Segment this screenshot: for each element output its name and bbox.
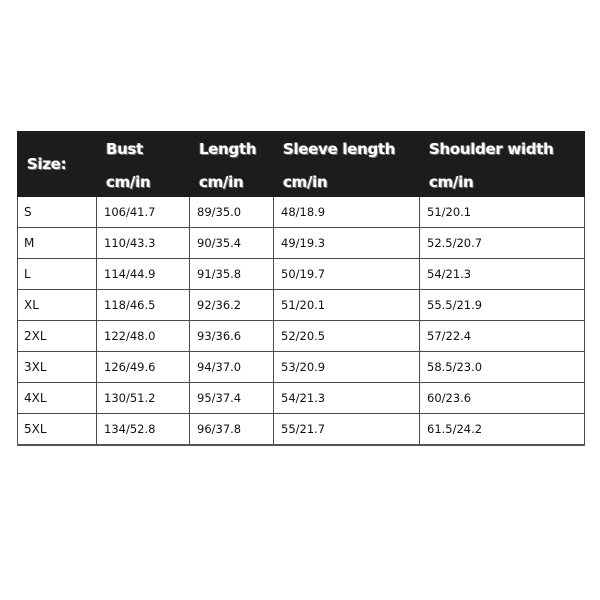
size-chart bbox=[17, 131, 584, 446]
header-row-units bbox=[18, 167, 585, 197]
sleeve-length-cell: 54/21.3 bbox=[274, 383, 420, 414]
table-row bbox=[18, 414, 585, 446]
bust-cell: 114/44.9 bbox=[97, 259, 190, 290]
table-row bbox=[18, 290, 585, 321]
length-cell: 95/37.4 bbox=[190, 383, 274, 414]
length-unit-label: cm/in bbox=[190, 167, 274, 197]
length-cell: 89/35.0 bbox=[190, 197, 274, 228]
header-row-names bbox=[18, 132, 585, 167]
size-cell: M bbox=[18, 228, 97, 259]
bust-cell: 126/49.6 bbox=[97, 352, 190, 383]
bust-cell: 134/52.8 bbox=[97, 414, 190, 446]
table-header bbox=[18, 132, 585, 197]
size-cell: 4XL bbox=[18, 383, 97, 414]
sleeve-length-cell: 55/21.7 bbox=[274, 414, 420, 446]
table-row bbox=[18, 197, 585, 228]
shoulder-width-cell: 60/23.6 bbox=[420, 383, 585, 414]
size-table bbox=[17, 131, 585, 446]
bust-cell: 130/51.2 bbox=[97, 383, 190, 414]
sleeve-length-cell: 50/19.7 bbox=[274, 259, 420, 290]
length-cell: 93/36.6 bbox=[190, 321, 274, 352]
table-body bbox=[18, 197, 585, 446]
shoulder-width-cell: 61.5/24.2 bbox=[420, 414, 585, 446]
size-cell: L bbox=[18, 259, 97, 290]
length-cell: 90/35.4 bbox=[190, 228, 274, 259]
size-cell: 2XL bbox=[18, 321, 97, 352]
sleeve-length-cell: 52/20.5 bbox=[274, 321, 420, 352]
size-column-header: Size: bbox=[18, 132, 97, 197]
length-cell: 96/37.8 bbox=[190, 414, 274, 446]
length-cell: 94/37.0 bbox=[190, 352, 274, 383]
size-cell: 5XL bbox=[18, 414, 97, 446]
bust-cell: 110/43.3 bbox=[97, 228, 190, 259]
shoulder-width-cell: 51/20.1 bbox=[420, 197, 585, 228]
table-row bbox=[18, 259, 585, 290]
table-row bbox=[18, 321, 585, 352]
size-cell: 3XL bbox=[18, 352, 97, 383]
sleeve-length-unit-label: cm/in bbox=[274, 167, 420, 197]
bust-cell: 106/41.7 bbox=[97, 197, 190, 228]
length-column-header: Length bbox=[190, 132, 274, 167]
table-row bbox=[18, 352, 585, 383]
bust-column-header: Bust bbox=[97, 132, 190, 167]
bust-cell: 118/46.5 bbox=[97, 290, 190, 321]
sleeve-length-column-header: Sleeve length bbox=[274, 132, 420, 167]
length-cell: 91/35.8 bbox=[190, 259, 274, 290]
sleeve-length-cell: 48/18.9 bbox=[274, 197, 420, 228]
size-cell: S bbox=[18, 197, 97, 228]
bust-cell: 122/48.0 bbox=[97, 321, 190, 352]
shoulder-width-cell: 54/21.3 bbox=[420, 259, 585, 290]
sleeve-length-cell: 51/20.1 bbox=[274, 290, 420, 321]
shoulder-width-column-header: Shoulder width bbox=[420, 132, 585, 167]
size-cell: XL bbox=[18, 290, 97, 321]
shoulder-width-cell: 57/22.4 bbox=[420, 321, 585, 352]
sleeve-length-cell: 49/19.3 bbox=[274, 228, 420, 259]
table-row bbox=[18, 228, 585, 259]
bust-unit-label: cm/in bbox=[97, 167, 190, 197]
sleeve-length-cell: 53/20.9 bbox=[274, 352, 420, 383]
table-row bbox=[18, 383, 585, 414]
shoulder-width-unit-label: cm/in bbox=[420, 167, 585, 197]
shoulder-width-cell: 58.5/23.0 bbox=[420, 352, 585, 383]
shoulder-width-cell: 52.5/20.7 bbox=[420, 228, 585, 259]
shoulder-width-cell: 55.5/21.9 bbox=[420, 290, 585, 321]
length-cell: 92/36.2 bbox=[190, 290, 274, 321]
